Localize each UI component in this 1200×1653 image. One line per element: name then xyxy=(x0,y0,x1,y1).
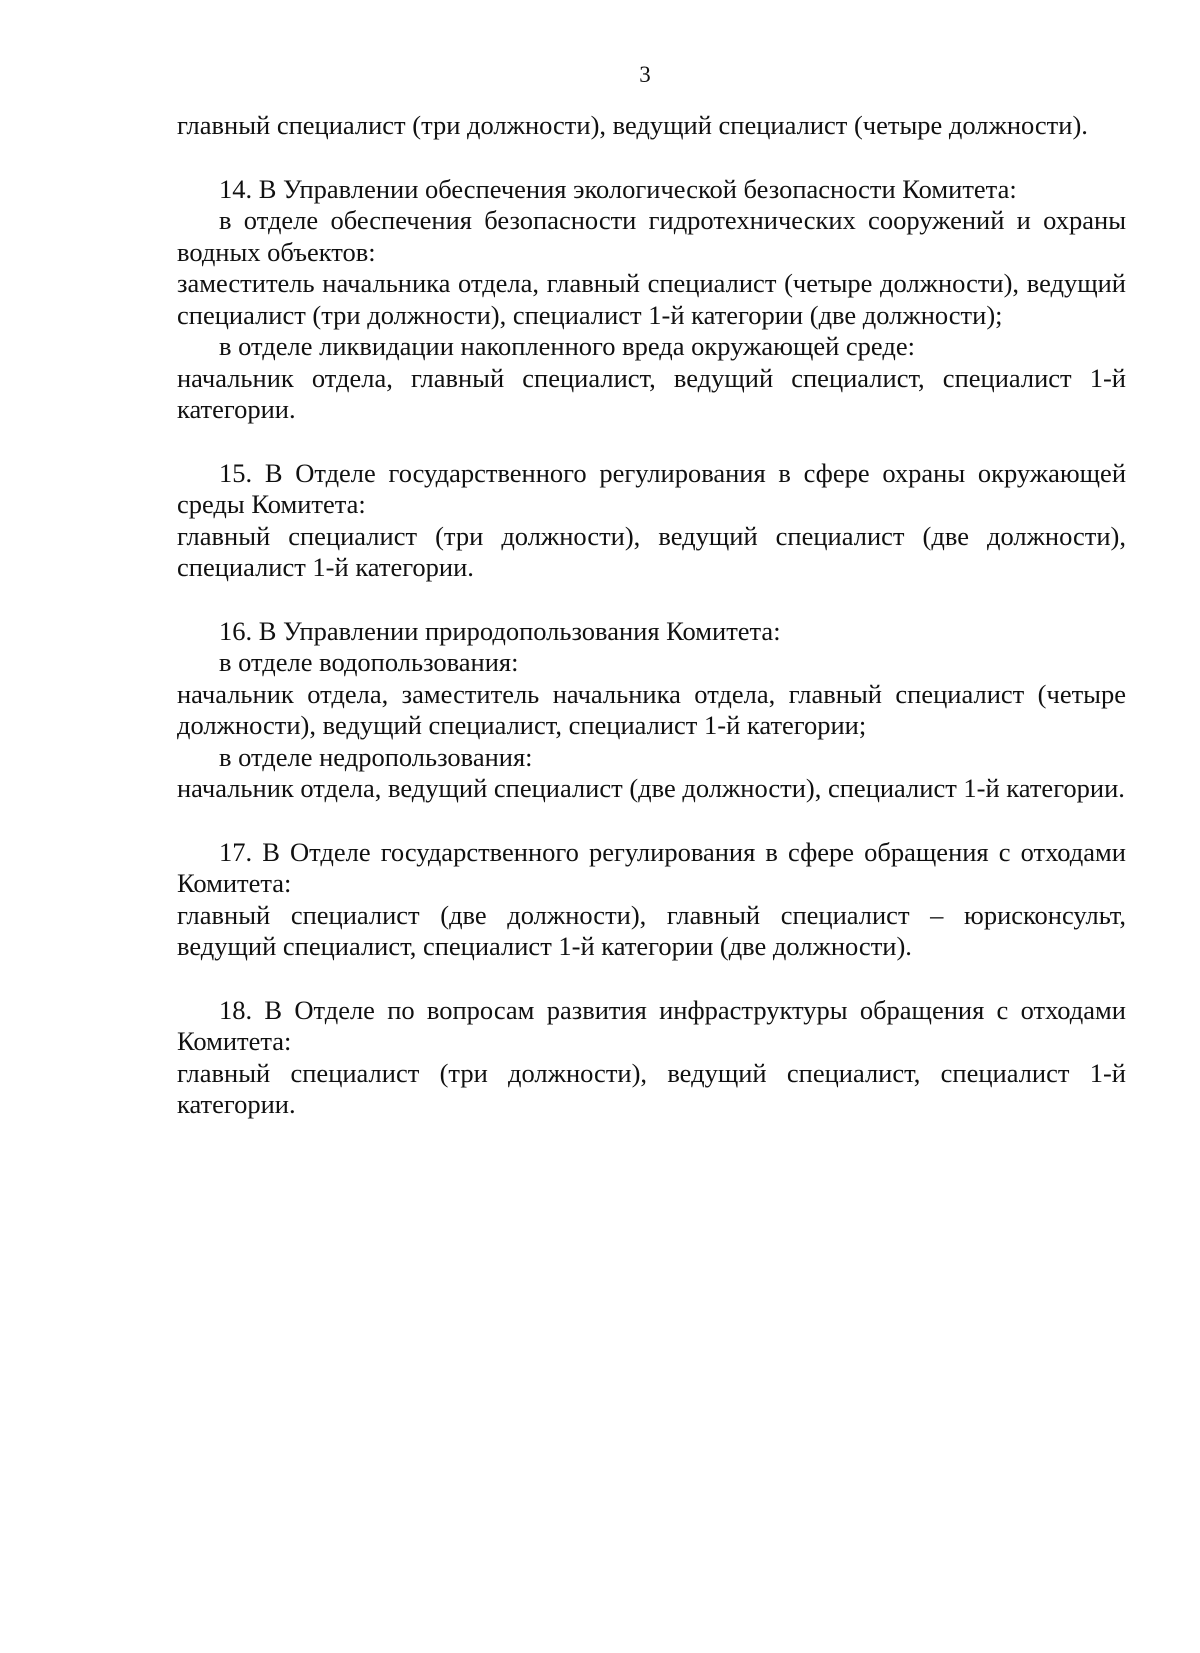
subsection-title: в отделе обеспечения безопасности гидротехнических сооружений и охраны водных объектов: xyxy=(177,205,1126,267)
section-16 xyxy=(177,616,1126,805)
positions-list: главный специалист (две должности), главный специалист – юрисконсульт, ведущий специалист, специалист 1-й категории (две должности). xyxy=(177,899,1126,961)
positions-list: заместитель начальника отдела, главный специалист (четыре должности), ведущий специалист (три должности), специалист 1-й категории (две должности); xyxy=(177,268,1126,330)
section-heading: 14. В Управлении обеспечения экологической безопасности Комитета: xyxy=(219,173,1017,204)
section-13-continuation xyxy=(177,110,1126,142)
subsection-title: в отделе ликвидации накопленного вреда окружающей среде: xyxy=(219,331,915,361)
positions-list: начальник отдела, главный специалист, ведущий специалист, специалист 1-й категории. xyxy=(177,362,1126,424)
positions-list: главный специалист (три должности), ведущий специалист, специалист 1-й категории. xyxy=(177,1057,1126,1119)
positions-list: главный специалист (три должности), ведущий специалист (четыре должности). xyxy=(177,110,1088,140)
section-18 xyxy=(177,995,1126,1121)
page-number: 3 xyxy=(639,62,651,87)
section-heading: 17. В Отделе государственного регулирования в сфере обращения с отходами Комитета: xyxy=(177,836,1126,898)
section-17 xyxy=(177,837,1126,963)
section-15 xyxy=(177,458,1126,584)
positions-list: начальник отдела, ведущий специалист (две должности), специалист 1-й категории. xyxy=(177,773,1125,803)
positions-list: начальник отдела, заместитель начальника отдела, главный специалист (четыре должности), ведущий специалист, специалист 1-й категории; xyxy=(177,678,1126,740)
section-heading: 15. В Отделе государственного регулирования в сфере охраны окружающей среды Комитета: xyxy=(177,457,1126,519)
positions-list: главный специалист (три должности), ведущий специалист (две должности), специалист 1-й категории. xyxy=(177,520,1126,582)
section-heading: 18. В Отделе по вопросам развития инфраструктуры обращения с отходами Комитета: xyxy=(177,994,1126,1056)
document-body xyxy=(177,110,1126,1121)
section-14 xyxy=(177,174,1126,426)
subsection-title: в отделе недропользования: xyxy=(219,741,533,772)
subsection-title: в отделе водопользования: xyxy=(219,647,519,677)
section-heading: 16. В Управлении природопользования Комитета: xyxy=(219,615,781,646)
